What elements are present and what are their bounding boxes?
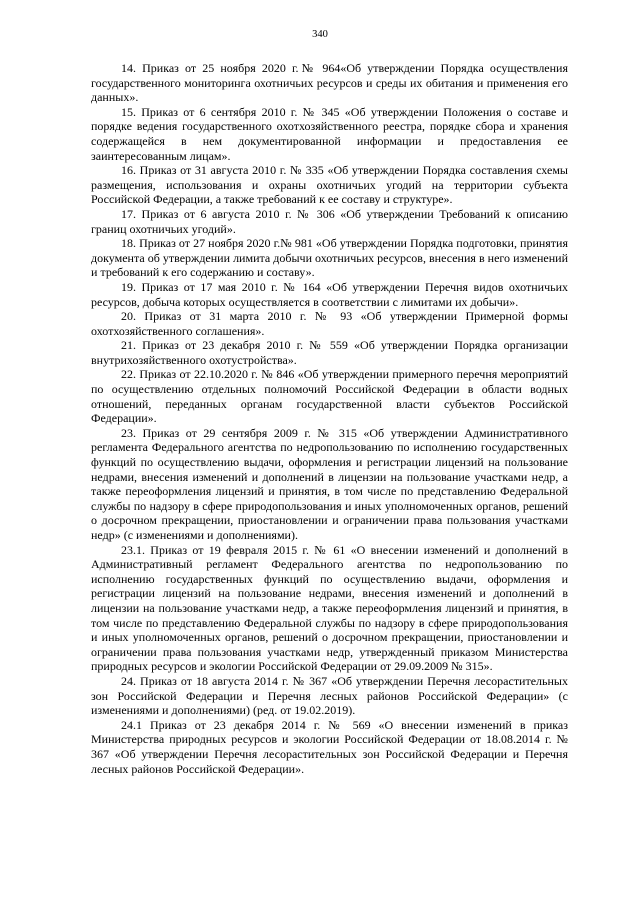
list-item: 15. Приказ от 6 сентября 2010 г. № 345 «Об утверждении Положения о составе и порядке ведения государственного охотхозяйственного реестра, порядке сбора и хранения содержащейся в нем документированной информации и предоставления ее заинтересованным лицам».: [91, 104, 568, 163]
list-item: 14. Приказ от 25 ноября 2020 г.№ 964«Об утверждении Порядка осуществления государственного мониторинга охотничьих ресурсов и среды их обитания и применения его данных».: [91, 61, 568, 105]
list-item: 24.1 Приказ от 23 декабря 2014 г. № 569 «О внесении изменений в приказ Министерства природных ресурсов и экологии Российской Федерации от 18.08.2014 г. № 367 «Об утверждении Перечня лесорастительных зон Российской Федерации и Перечня лесных районов Российской Федерации».: [91, 717, 568, 776]
list-item: 19. Приказ от 17 мая 2010 г. № 164 «Об утверждении Перечня видов охотничьих ресурсов, добыча которых осуществляется в соответствии с лимитами их добычи».: [91, 279, 568, 309]
list-item: 18. Приказ от 27 ноября 2020 г.№ 981 «Об утверждении Порядка подготовки, принятия документа об утверждении лимита добычи охотничьих ресурсов, внесения в него изменений и требований к его содержанию и составу».: [91, 236, 568, 280]
list-item: 20. Приказ от 31 марта 2010 г. № 93 «Об утверждении Примерной формы охотхозяйственного соглашения».: [91, 309, 568, 338]
list-item: 21. Приказ от 23 декабря 2010 г. № 559 «Об утверждении Порядка организации внутрихозяйственного охотустройства».: [91, 338, 568, 367]
document-body: [91, 61, 568, 776]
list-item: 16. Приказ от 31 августа 2010 г. № 335 «Об утверждении Порядка составления схемы размещения, использования и охраны охотничьих угодий на территории субъекта Российской Федерации, а также требований к ее составу и структуре».: [91, 163, 568, 207]
list-item: 17. Приказ от 6 августа 2010 г. № 306 «Об утверждении Требований к описанию границ охотничьих угодий».: [91, 206, 568, 236]
list-item: 24. Приказ от 18 августа 2014 г. № 367 «Об утверждении Перечня лесорастительных зон Российской Федерации и Перечня лесных районов Российской Федерации» (с изменениями и дополнениями) (ред. от 19.02.2019).: [91, 673, 568, 718]
list-item: 23.1. Приказ от 19 февраля 2015 г. № 61 «О внесении изменений и дополнений в Административный регламент Федерального агентства по недропользованию по исполнению государственных функций по осуществлению выдачи, оформления и регистрации лицензий на пользование недрами, внесения изменений и дополнений в лицензии на пользование участками недр, а также переоформления лицензий и принятия, в том числе по представлению Федеральной службы по надзору в сфере природопользования и иных уполномоченных органов, решений о досрочном прекращении, приостановлении и ограничении права пользования участками недр, утвержденный приказом Министерства природных ресурсов и экологии Российской Федерации от 29.09.2009 № 315».: [91, 542, 568, 674]
list-item: 23. Приказ от 29 сентября 2009 г. № 315 «Об утверждении Административного регламента Федерального агентства по недропользованию по исполнению государственных функций по осуществлению выдачи, оформления и регистрации лицензий на пользование недрами, внесения изменений и дополнений в лицензии на пользование участками недр, а также переоформления лицензий и принятия, в том числе по представлению Федеральной службы по надзору в сфере природопользования и иных уполномоченных органов, решений о досрочном прекращении, приостановлении и ограничении права пользования участками недр» (с изменениями и дополнениями).: [91, 425, 568, 542]
page-number: 340: [312, 29, 328, 40]
list-item: 22. Приказ от 22.10.2020 г. № 846 «Об утверждении примерного перечня мероприятий по осуществлению отдельных полномочий Российской Федерации в области водных отношений, переданных органам государственной власти субъектов Российской Федерации».: [91, 367, 568, 426]
